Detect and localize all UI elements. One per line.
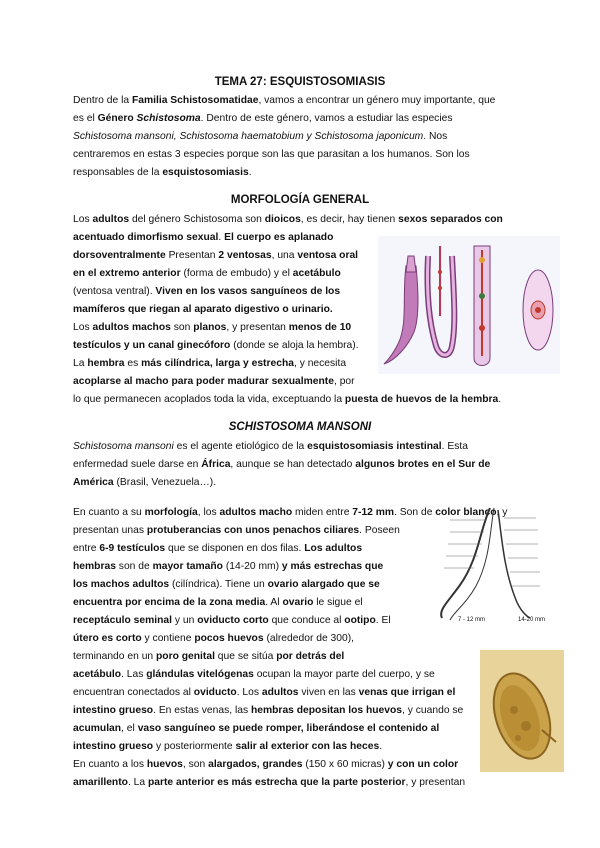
mansoni-morph-line-16: amarillento. La parte anterior es más estrecha que la parte posterior, y presentan [73,777,466,788]
mansoni-morph-line-12: intestino grueso. En estas venas, las hembras depositan los huevos, y cuando se [73,705,464,716]
intro-line-3: Schistosoma mansoni, Schistosoma haematobium y Schistosoma japonicum. Nos [73,131,448,142]
morfologia-line-5: (ventosa ventral). Viven en los vasos sanguíneos de los [73,286,341,297]
morfologia-line-11: lo que permanecen acoplados toda la vida, exceptuando la puesta de huevos de la hembra. [73,394,502,405]
intro-line-5: responsables de la esquistosomiasis. [73,167,252,178]
schistosoma-adults-illustration [378,236,560,374]
worm-couple-drawing [420,500,560,630]
intro-line-4: centraremos en estas 3 especies porque son las que parasitan a los humanos. Son los [73,149,470,160]
morfologia-line-9: La hembra es más cilíndrica, larga y estrecha, y necesita [73,358,347,369]
morfologia-line-6: mamíferos que riegan al aparato digestivo o urinario. [73,304,333,315]
mansoni-morph-line-14: intestino grueso y posteriormente salir al exterior con las heces. [73,741,383,752]
mansoni-line-2: enfermedad suele darse en África, aunque se han detectado algunos brotes en el Sur de [73,459,491,470]
document-title: TEMA 27: ESQUISTOSOMIASIS [214,76,386,88]
mansoni-line-3: América (Brasil, Venezuela…). [73,477,217,488]
intro-line-1: Dentro de la Familia Schistosomatidae, vamos a encontrar un género muy importante, que [73,95,496,106]
mansoni-morph-line-7: receptáculo seminal y un oviducto corto que conduce al ootipo. El [73,615,391,626]
mansoni-morph-line-6: encuentra por encima de la zona media. Al ovario le sigue el [73,597,363,608]
mansoni-morph-line-3: entre 6-9 testículos que se disponen en dos filas. Los adultos [73,543,363,554]
morfologia-line-1: Los adultos del género Schistosoma son dioicos, es decir, hay tienen sexos separados con [73,214,503,225]
mansoni-morph-line-4: hembras son de mayor tamaño (14-20 mm) y más estrechas que [73,561,384,572]
scale-label-female: 14-20 mm [518,617,546,623]
mansoni-morph-line-15: En cuanto a los huevos, son alargados, grandes (150 x 60 micras) y con un color [73,759,459,770]
scale-label-male: 7 - 12 mm [458,617,486,623]
morfologia-line-10: acoplarse al macho para poder madurar sexualmente, por [73,376,355,387]
morfologia-line-7: Los adultos machos son planos, y presentan menos de 10 [73,322,352,333]
section-heading-morfologia: MORFOLOGÍA GENERAL [230,194,370,206]
morfologia-line-4: en el extremo anterior (forma de embudo) y el acetábulo [73,268,341,279]
egg-micrograph [480,650,564,772]
mansoni-morph-line-9: terminando en un poro genital que se sitúa por detrás del [73,651,345,662]
intro-line-2: es el Género Schistosoma. Dentro de este género, vamos a estudiar las especies [73,113,453,124]
mansoni-morph-line-8: útero es corto y contiene pocos huevos (alrededor de 300), [73,633,355,644]
morfologia-line-8: testículos y un canal ginecóforo (donde se aloja la hembra). [73,340,359,351]
mansoni-morph-line-1: En cuanto a su morfología, los adultos macho miden entre 7-12 mm. Son de color blanco, y [73,507,508,518]
mansoni-morph-line-2: presentan unas protuberancias con unos penachos ciliares. Poseen [73,525,400,536]
mansoni-adults-diagram [420,500,560,630]
mansoni-morph-line-13: acumulan, el vaso sanguíneo se puede romper, liberándose el contenido al [73,723,440,734]
morfologia-line-2: acentuado dimorfismo sexual. El cuerpo es aplanado [73,232,334,243]
mansoni-line-1: Schistosoma mansoni es el agente etiológico de la esquistosomiasis intestinal. Esta [73,441,468,452]
mansoni-morph-line-10: acetábulo. Las glándulas vitelógenas ocupan la mayor parte del cuerpo, y se [73,669,435,680]
section-heading-mansoni: SCHISTOSOMA MANSONI [228,421,372,433]
morfologia-line-3: dorsoventralmente Presentan 2 ventosas, una ventosa oral [73,250,359,261]
mansoni-morph-line-11: encuentran conectados al oviducto. Los adultos viven en las venas que irrigan el [73,687,456,698]
mansoni-morph-line-5: los machos adultos (cilíndrica). Tiene un ovario alargado que se [73,579,380,590]
